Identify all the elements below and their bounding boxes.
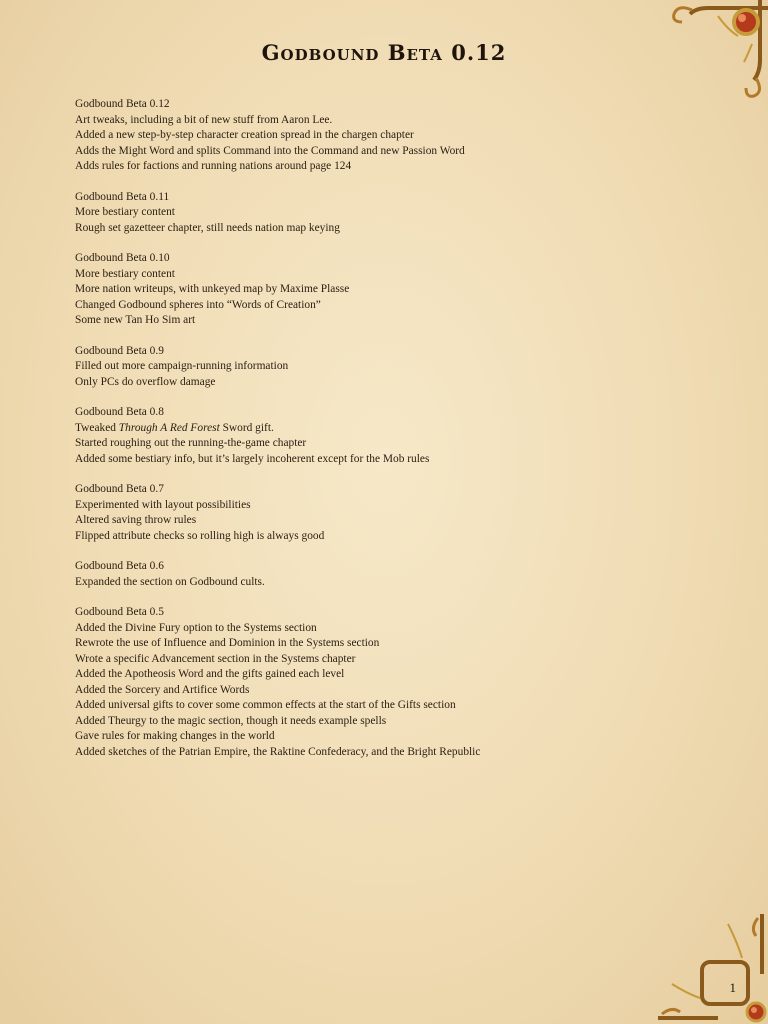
list-item: More nation writeups, with unkeyed map by Maxime Plasse [75, 283, 350, 295]
list-item: Changed Godbound spheres into “Words of Creation” [75, 298, 321, 311]
list-item: Added a new step-by-step character creation spread in the chargen chapter [75, 129, 414, 141]
list-item: Added the Apotheosis Word and the gifts gained each level [75, 668, 345, 680]
changelog-section-0-8 [75, 405, 695, 467]
list-item: Rough set gazetteer chapter, still needs nation map keying [75, 221, 340, 234]
tweak-suffix: Sword gift. [219, 421, 274, 434]
list-item: Experimented with layout possibilities [75, 498, 251, 511]
section-heading: Godbound Beta 0.6 [75, 560, 164, 572]
list-item: More bestiary content [75, 267, 175, 280]
list-item: Adds rules for factions and running nations around page 124 [75, 160, 352, 172]
list-item: Added the Divine Fury option to the Systems section [75, 621, 317, 634]
list-item: Adds the Might Word and splits Command into the Command and new Passion Word [75, 144, 465, 157]
changelog-section-0-9 [75, 344, 695, 391]
tweak-prefix: Tweaked [75, 421, 119, 434]
list-item: Filled out more campaign-running information [75, 360, 289, 372]
list-item: Wrote a specific Advancement section in the Systems chapter [75, 652, 356, 665]
corner-ornament-bottom-right [658, 914, 768, 1024]
list-item: Added universal gifts to cover some common effects at the start of the Gifts section [75, 699, 456, 711]
list-item: More bestiary content [75, 206, 175, 218]
list-item: Only PCs do overflow damage [75, 375, 216, 388]
list-item [75, 421, 695, 437]
list-item: Added Theurgy to the magic section, though it needs example spells [75, 714, 387, 727]
gift-name: Through A Red Forest [118, 421, 220, 434]
section-heading: Godbound Beta 0.8 [75, 406, 164, 418]
list-item: Gave rules for making changes in the world [75, 730, 275, 742]
changelog-section-0-6 [75, 559, 695, 590]
section-heading: Godbound Beta 0.9 [75, 344, 164, 357]
section-heading: Godbound Beta 0.5 [75, 606, 164, 618]
changelog-section-0-11 [75, 190, 695, 237]
list-item: Started roughing out the running-the-game chapter [75, 437, 307, 449]
list-item: Added sketches of the Patrian Empire, the Raktine Confederacy, and the Bright Republic [75, 745, 481, 758]
list-item: Art tweaks, including a bit of new stuff from Aaron Lee. [75, 113, 333, 126]
changelog [75, 97, 695, 775]
list-item: Flipped attribute checks so rolling high is always good [75, 529, 325, 542]
section-heading: Godbound Beta 0.12 [75, 98, 170, 110]
list-item: Altered saving throw rules [75, 514, 197, 526]
page-title: Godbound Beta 0.12 [261, 40, 507, 65]
section-heading: Godbound Beta 0.11 [75, 190, 170, 203]
list-item: Expanded the section on Godbound cults. [75, 575, 265, 588]
changelog-section-0-10 [75, 251, 695, 329]
changelog-section-0-5 [75, 605, 695, 760]
section-heading: Godbound Beta 0.10 [75, 252, 170, 264]
list-item: Added the Sorcery and Artifice Words [75, 683, 250, 696]
section-heading: Godbound Beta 0.7 [75, 483, 164, 495]
list-item: Some new Tan Ho Sim art [75, 314, 196, 326]
changelog-section-0-7 [75, 482, 695, 544]
page-number: 1 [729, 980, 736, 995]
changelog-section-0-12 [75, 97, 695, 175]
list-item: Added some bestiary info, but it’s largely incoherent except for the Mob rules [75, 452, 430, 465]
list-item: Rewrote the use of Influence and Dominion in the Systems section [75, 637, 380, 649]
